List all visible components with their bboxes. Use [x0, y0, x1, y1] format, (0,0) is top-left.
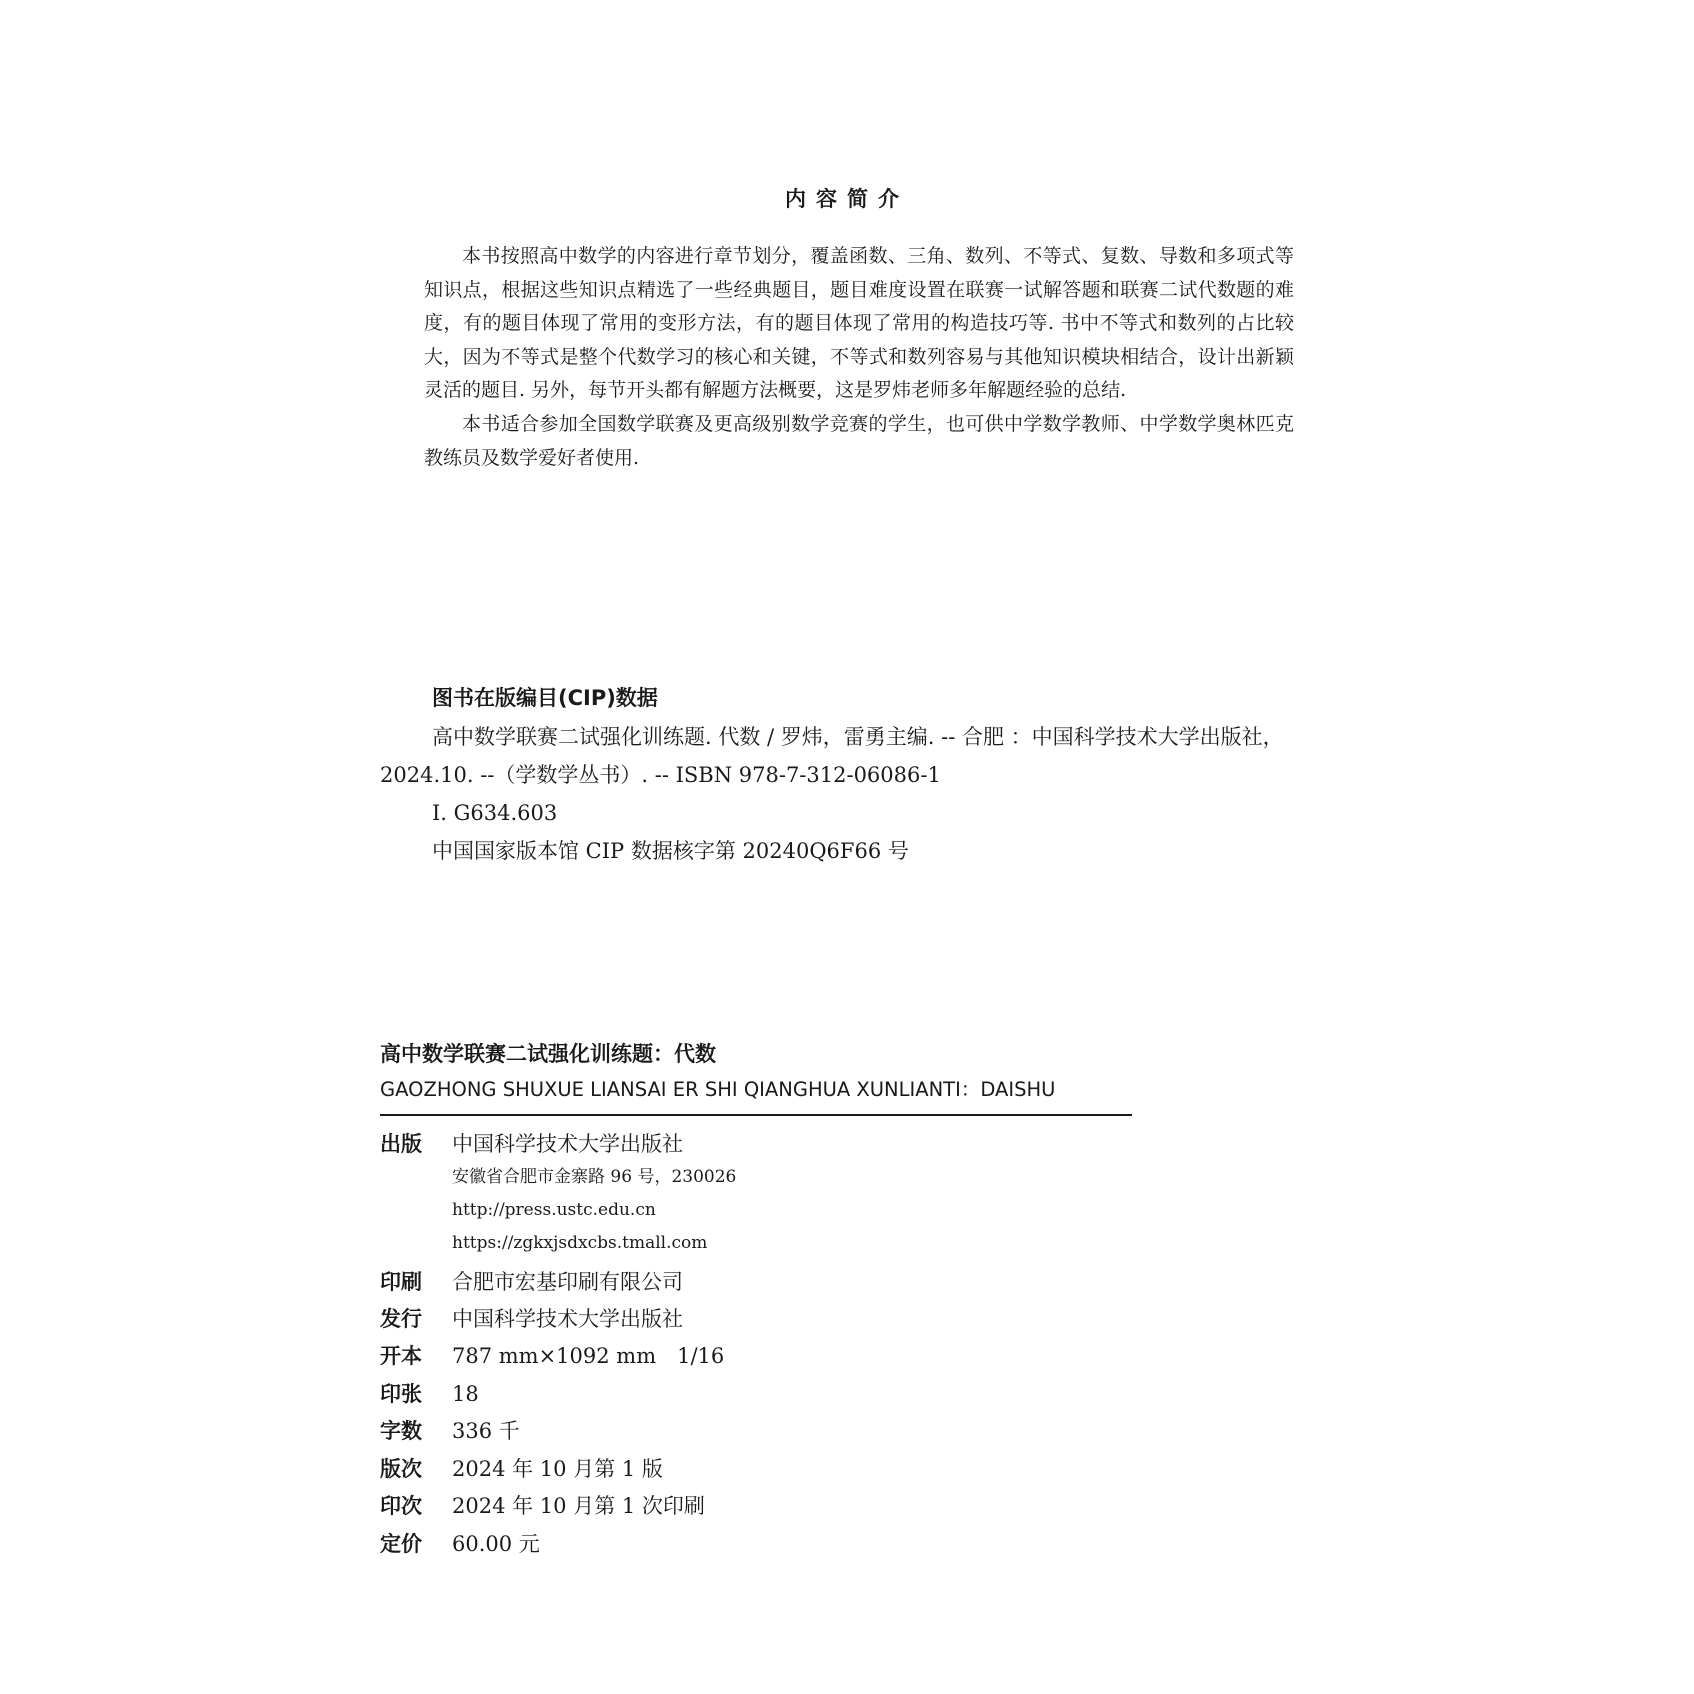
info-value-wordcount: 336 千 — [452, 1419, 520, 1443]
info-label-wordcount: 字数 — [380, 1419, 422, 1443]
info-label-distribution: 发行 — [380, 1307, 422, 1331]
intro-paragraph-2: 本书适合参加全国数学联赛及更高级别数学竞赛的学生，也可供中学数学教师、中学数学奥林匹克教练员及数学爱好者使用. — [424, 412, 1294, 469]
info-label-edition: 版次 — [380, 1457, 422, 1481]
info-label-format: 开本 — [380, 1344, 422, 1368]
info-label-printing: 印刷 — [380, 1270, 422, 1294]
info-label-impression: 印次 — [380, 1494, 422, 1518]
cip-classification: Ⅰ. G634.603 — [432, 801, 558, 825]
intro-title: 内容简介 — [785, 187, 909, 211]
info-value-impression: 2024 年 10 月第 1 次印刷 — [452, 1494, 705, 1518]
info-label-publisher: 出版 — [380, 1132, 422, 1156]
info-value-edition: 2024 年 10 月第 1 版 — [452, 1457, 663, 1481]
info-value-distribution: 中国科学技术大学出版社 — [452, 1307, 683, 1331]
info-value-price: 60.00 元 — [452, 1532, 540, 1556]
intro-paragraph-1: 本书按照高中数学的内容进行章节划分，覆盖函数、三角、数列、不等式、复数、导数和多项式等知识点，根据这些知识点精选了一些经典题目，题目难度设置在联赛一试解答题和联赛二试代数题的难度，有的题目体现了常用的变形方法，有的题目体现了常用的构造技巧等. 书中不等式和数列的占比较大，因为不等式是整个代数学习的核心和关键，不等式和数列容易与其他知识模块相结合，设计出新颖灵活的题目. 另外，每节开头都有解题方法概要，这是罗炜老师多年解题经验的总结. — [424, 245, 1294, 402]
publisher-url-1: http://press.ustc.edu.cn — [452, 1200, 656, 1220]
info-value-sheets: 18 — [452, 1382, 479, 1406]
publisher-url-2: https://zgkxjsdxcbs.tmall.com — [452, 1233, 708, 1253]
book-title-pinyin: GAOZHONG SHUXUE LIANSAI ER SHI QIANGHUA XUNLIANTI：DAISHU — [380, 1078, 1056, 1101]
info-value-printing: 合肥市宏基印刷有限公司 — [452, 1270, 683, 1294]
cip-record-number: 中国国家版本馆 CIP 数据核字第 20240Q6F66 号 — [432, 839, 909, 863]
publisher-address: 安徽省合肥市金寨路 96 号，230026 — [452, 1167, 737, 1187]
publisher-name: 中国科学技术大学出版社 — [452, 1132, 683, 1156]
info-value-format: 787 mm×1092 mm 1/16 — [452, 1344, 725, 1368]
cip-entry — [380, 718, 1338, 870]
title-divider — [380, 1114, 1132, 1116]
cip-heading: 图书在版编目(CIP)数据 — [432, 686, 658, 710]
info-label-sheets: 印张 — [380, 1382, 422, 1406]
intro-body — [424, 240, 1294, 475]
info-label-price: 定价 — [380, 1532, 422, 1556]
book-title-chinese: 高中数学联赛二试强化训练题：代数 — [380, 1042, 716, 1066]
cip-description: 高中数学联赛二试强化训练题. 代数 / 罗炜，雷勇主编. -- 合肥 ：中国科学技术大学出版社，2024.10. --（学数学丛书）. -- ISBN 978-7-312-06086-1 — [380, 725, 1284, 787]
